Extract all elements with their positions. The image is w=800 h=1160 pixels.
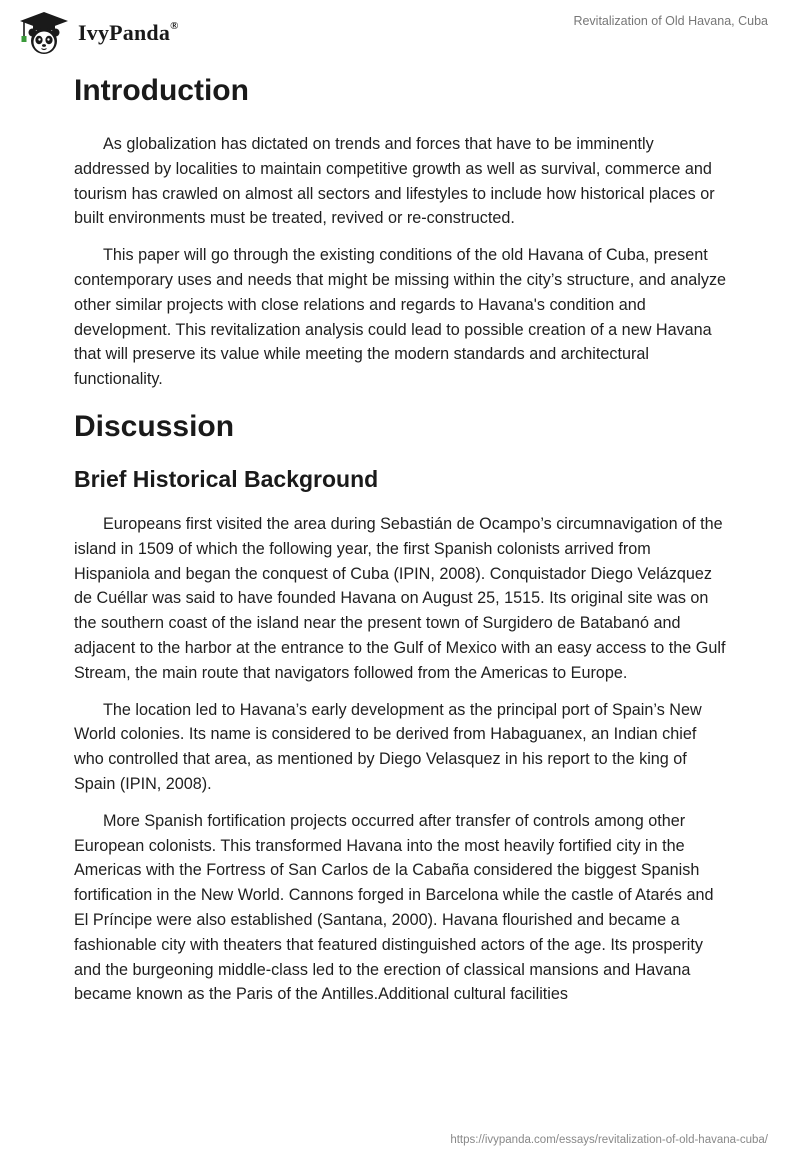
document-title: Revitalization of Old Havana, Cuba [573, 14, 768, 28]
introduction-heading: Introduction [74, 74, 249, 107]
brand-logo[interactable] [16, 10, 179, 56]
panda-graduate-icon [16, 10, 72, 56]
paragraph: The location led to Havana’s early development as the principal port of Spain’s New World colonies. Its name is considered to be derived from Habaguanex, an Indian chief who controlled that area, as mentioned by Diego Velasquez in his report to the king of Spain (IPIN, 2008). [74, 700, 702, 793]
page-header [0, 0, 800, 64]
brand-name: IvyPanda® [78, 19, 179, 45]
paragraph: As globalization has dictated on trends and forces that have to be imminently addressed by localities to maintain competitive growth as well as survival, commerce and tourism has crawled on almost all sectors and lifestyles to include how historical places or built environments must be treated, revived or re-constructed. [74, 135, 715, 228]
historical-background-heading: Brief Historical Background [74, 465, 379, 492]
source-url[interactable]: https://ivypanda.com/essays/revitalization-of-old-havana-cuba/ [450, 1134, 768, 1146]
paragraph: Europeans first visited the area during Sebastián de Ocampo’s circumnavigation of the island in 1509 of which the following year, the first Spanish colonists arrived from Hispaniola and began the conquest of Cuba (IPIN, 2008). Conquistador Diego Velázquez de Cuéllar was said to have founded Havana on August 25, 1515. Its original site was on the southern coast of the island near the present town of Surgidero de Batabanó and adjacent to the harbor at the entrance to the Gulf of Mexico with an easy access to the Gulf Stream, the main route that navigators followed from the Americas to Europe. [74, 514, 726, 682]
paragraph: This paper will go through the existing conditions of the old Havana of Cuba, present contemporary uses and needs that might be missing within the city’s structure, and analyze other similar projects with close relations and regards to Havana's condition and development. This revitalization analysis could lead to possible creation of a new Havana that will preserve its value while meeting the modern standards and architectural functionality. [74, 246, 727, 389]
article-body [74, 70, 728, 1019]
paragraph: More Spanish fortification projects occurred after transfer of controls among other European colonists. This transformed Havana into the most heavily fortified city in the Americas with the Fortress of San Carlos de la Cabaña considered the biggest Spanish fortification in the New World. Cannons forged in Barcelona while the castle of Atarés and El Príncipe were also established (Santana, 2000). Havana flourished and became a fashionable city with theaters that featured distinguished actors of the age. Its prosperity and the burgeoning middle-class led to the erection of classical mansions and Havana became known as the Paris of the Antilles.Additional cultural facilities [74, 811, 714, 1004]
discussion-heading: Discussion [74, 409, 235, 443]
